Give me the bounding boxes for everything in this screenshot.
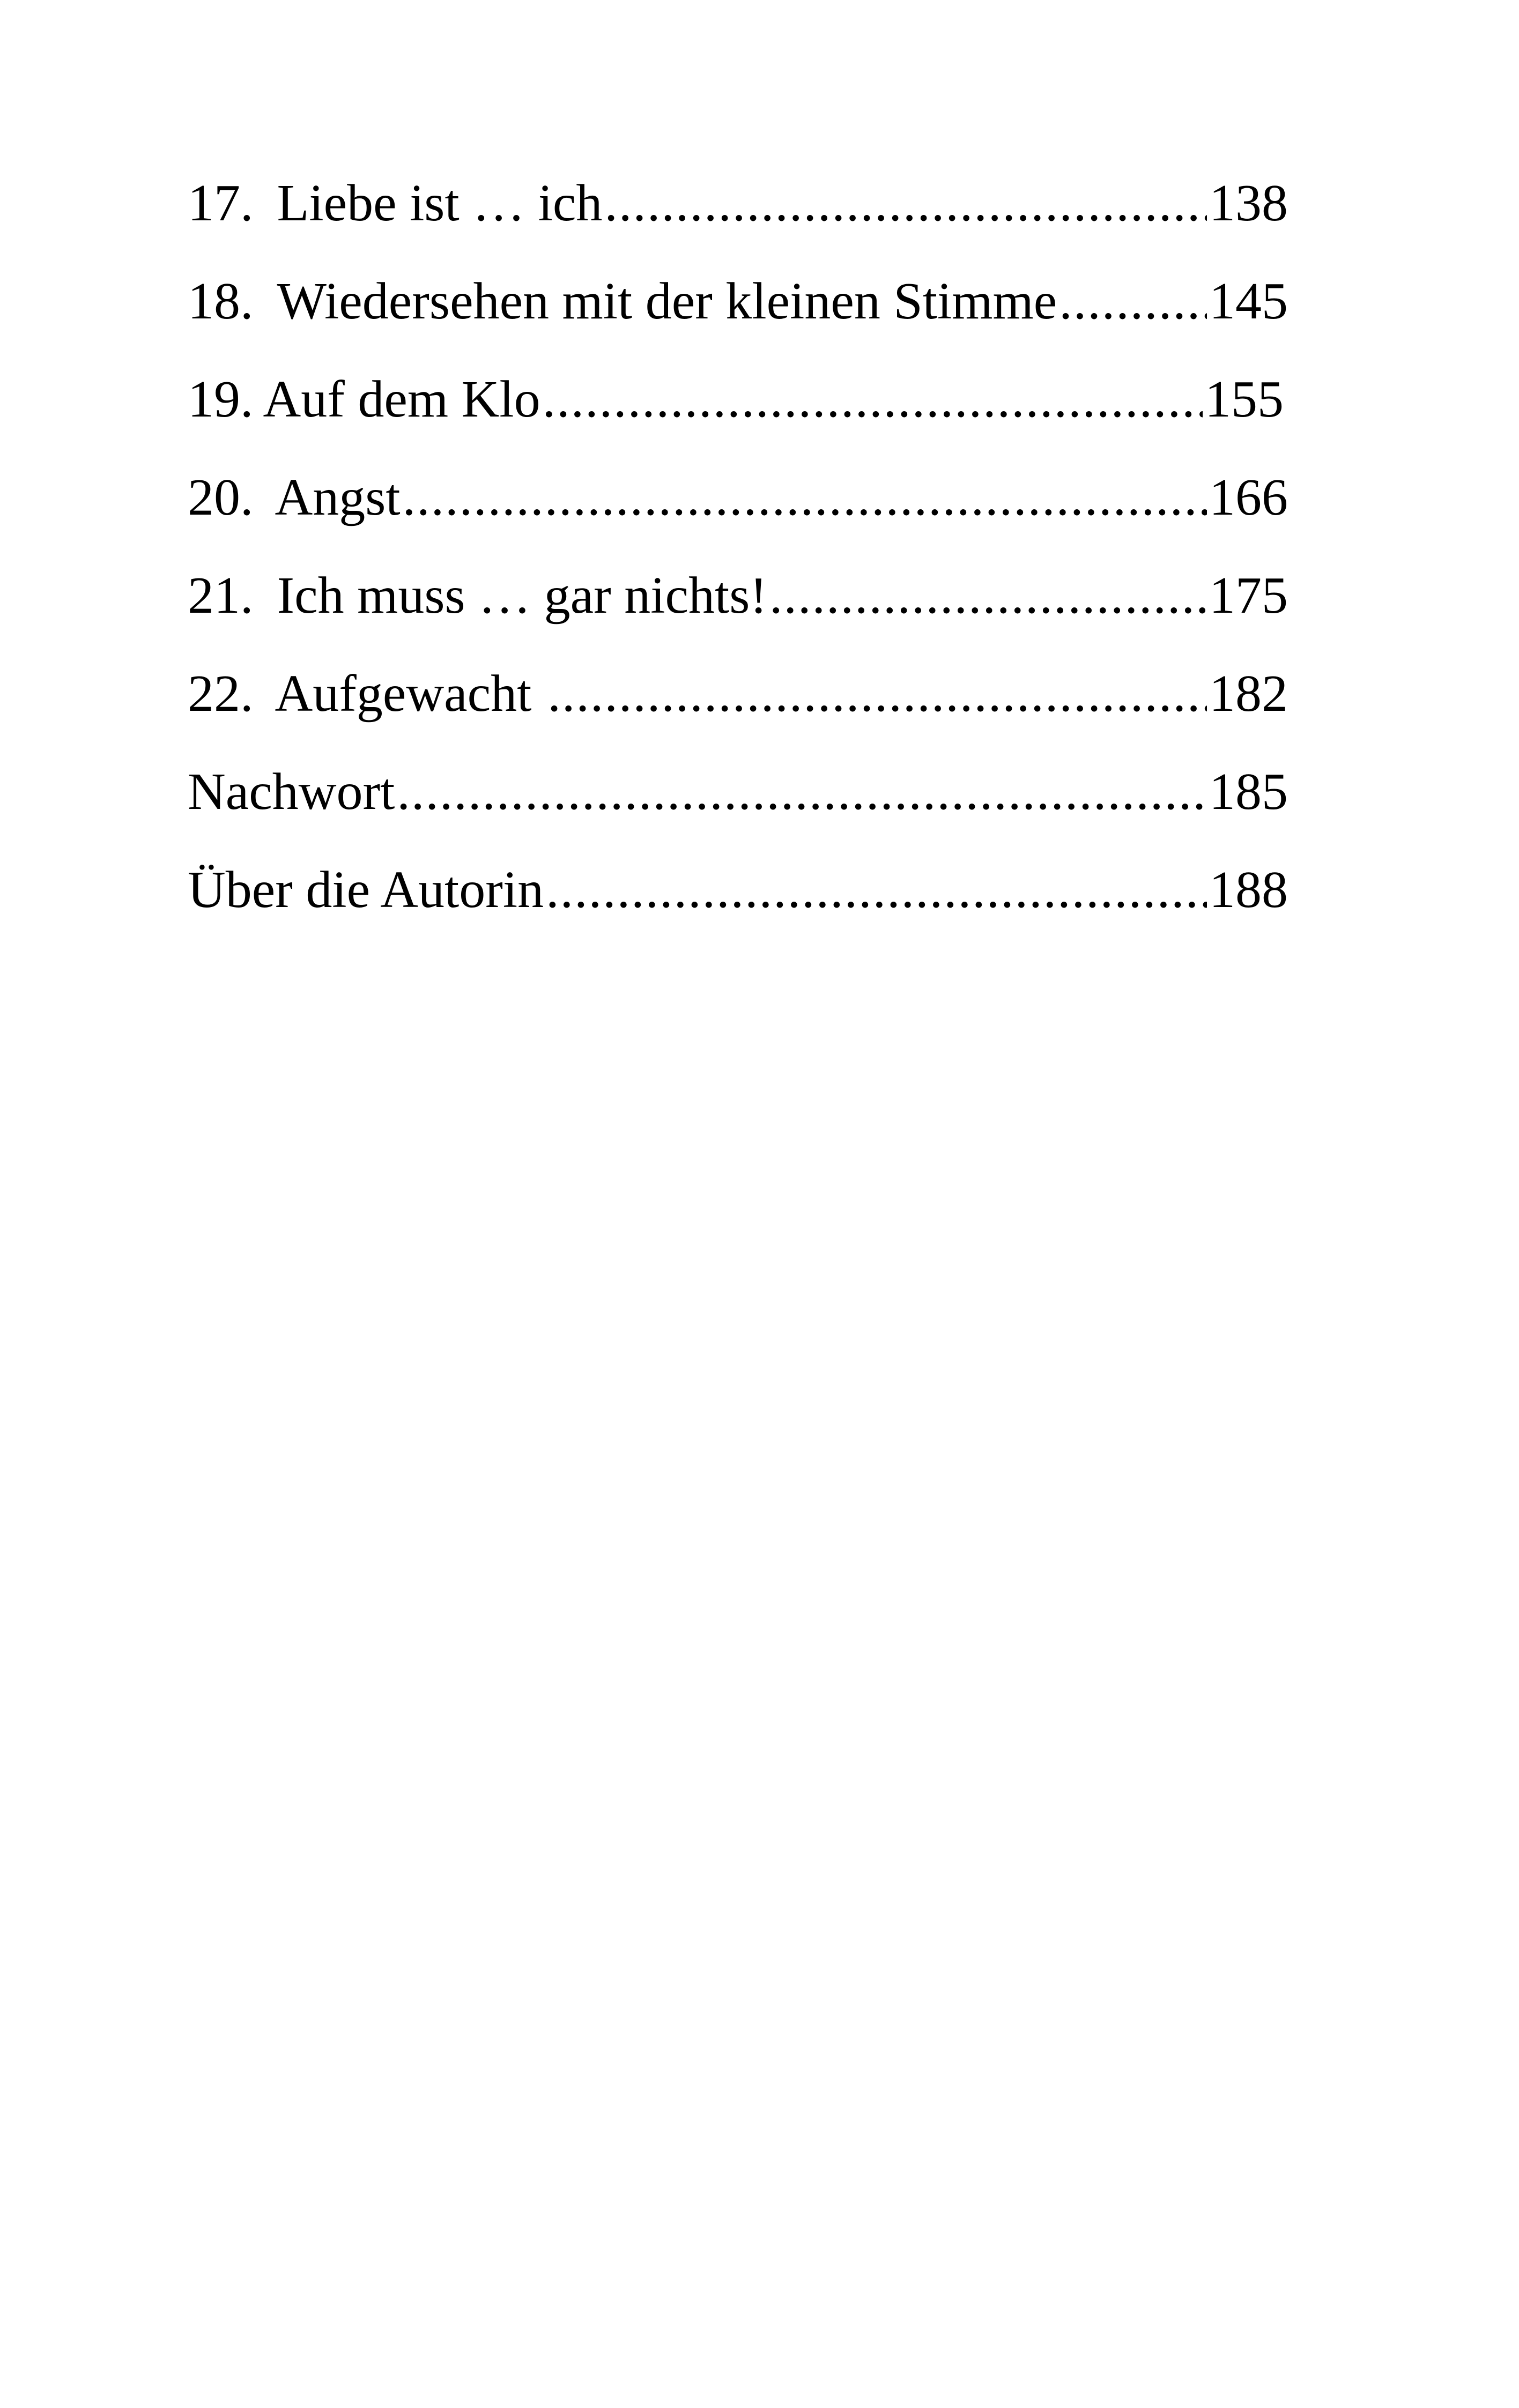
toc-entry-page: 185 xyxy=(1209,765,1288,821)
toc-entry xyxy=(188,177,1288,275)
toc-dot-leader xyxy=(543,373,1203,426)
toc-entry xyxy=(188,667,1288,765)
toc-entry-number: 17. xyxy=(188,177,254,232)
toc-dot-leader xyxy=(769,569,1207,622)
toc-dot-leader xyxy=(403,471,1207,524)
toc-entry-page: 145 xyxy=(1209,275,1288,330)
toc-entry xyxy=(188,373,1288,471)
toc-entry-title: Liebe ist … ich xyxy=(277,177,603,232)
toc-entry-page: 155 xyxy=(1205,373,1284,428)
toc-entry xyxy=(188,569,1288,667)
toc-entry-number: 19. xyxy=(188,373,254,428)
toc-entry-page: 188 xyxy=(1209,864,1288,919)
toc-dot-leader xyxy=(604,177,1207,229)
toc-entry-page: 175 xyxy=(1209,569,1288,625)
toc-entry-title: Ich muss … gar nichts! xyxy=(277,569,767,625)
toc-entry-page: 166 xyxy=(1209,471,1288,526)
toc-entry-title: Nachwort xyxy=(188,765,395,821)
toc-dot-leader xyxy=(1059,275,1207,328)
toc-dot-leader xyxy=(397,765,1207,818)
toc-entry-title: Aufgewacht xyxy=(275,667,532,723)
toc-dot-leader xyxy=(546,864,1207,916)
toc-entry-number: 18. xyxy=(188,275,254,330)
toc-entry-number: 22. xyxy=(188,667,254,723)
toc-entry-title: Angst xyxy=(275,471,401,526)
toc-entry-number: 21. xyxy=(188,569,254,625)
table-of-contents xyxy=(188,177,1288,962)
toc-entry-number: 20. xyxy=(188,471,254,526)
toc-dot-leader xyxy=(547,667,1207,720)
toc-entry xyxy=(188,471,1288,569)
toc-entry xyxy=(188,765,1288,864)
toc-entry-page: 182 xyxy=(1209,667,1288,723)
toc-entry-title: Wiedersehen mit der kleinen Stimme xyxy=(277,275,1057,330)
toc-entry-title: Auf dem Klo xyxy=(263,373,540,428)
toc-entry-page: 138 xyxy=(1209,177,1288,232)
toc-entry-title: Über die Autorin xyxy=(188,864,544,919)
toc-entry xyxy=(188,864,1288,962)
toc-entry xyxy=(188,275,1288,373)
